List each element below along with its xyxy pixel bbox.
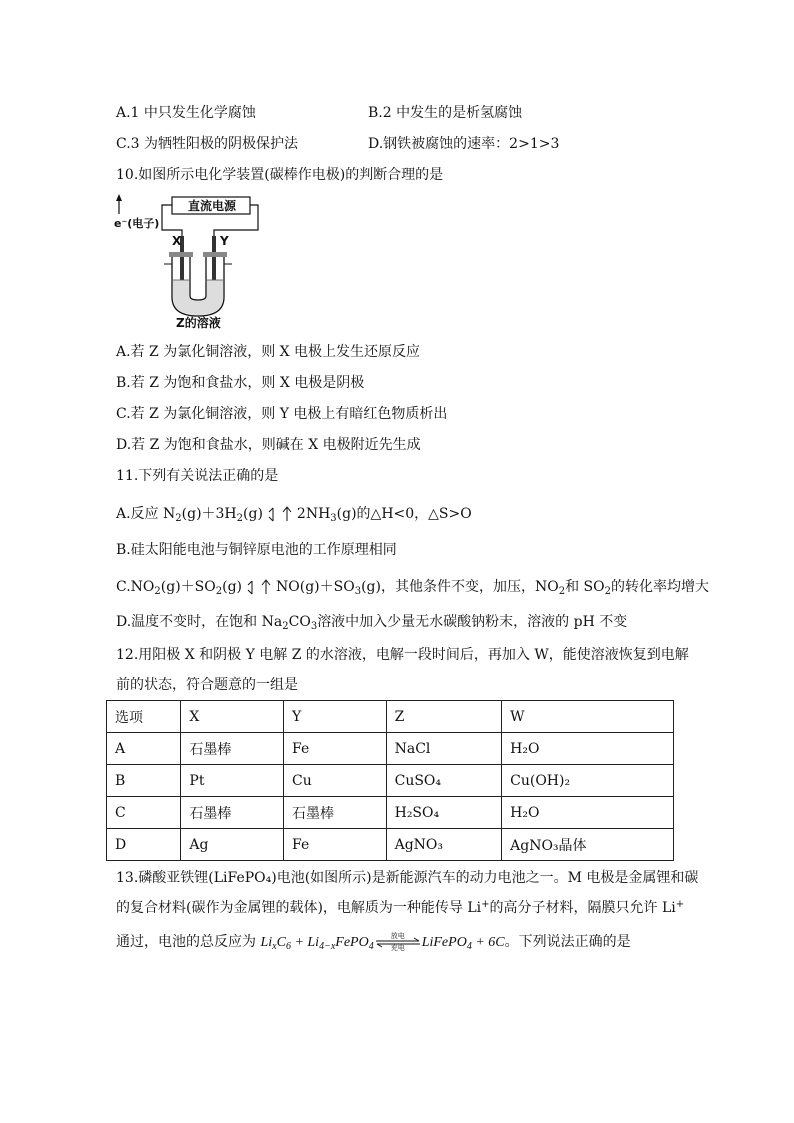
q10-option-b: B.若 Z 为饱和食盐水，则 X 电极是阴极	[116, 375, 365, 391]
q9-option-a: A.1 中只发生化学腐蚀	[116, 105, 256, 121]
table-header-cell: W	[502, 701, 674, 733]
table-cell: Ag	[181, 829, 284, 861]
q13-line2: 的复合材料(碳作为金属锂的载体)，电解质为一种能传导 Li+的高分子材料，隔膜只允许 Li+	[116, 899, 685, 916]
table-cell: 石墨棒	[284, 797, 387, 829]
table-cell: NaCl	[386, 733, 502, 765]
q9-option-c: C.3 为牺牲阳极的阴极保护法	[116, 136, 299, 152]
q11-stem: 11.下列有关说法正确的是	[116, 468, 279, 484]
discharge-charge-arrow: 放电 充电	[374, 932, 422, 952]
q10-option-c: C.若 Z 为氯化铜溶液，则 Y 电极上有暗红色物质析出	[116, 406, 448, 422]
q10-stem: 10.如图所示电化学装置(碳棒作电极)的判断合理的是	[116, 167, 444, 183]
q13-line1: 13.磷酸亚铁锂(LiFePO₄)电池(如图所示)是新能源汽车的动力电池之一。M 电极是金属锂和碳	[116, 870, 699, 886]
table-header-cell: Y	[284, 701, 387, 733]
table-cell: Cu(OH)₂	[502, 765, 674, 797]
q9-option-b: B.2 中发生的是析氢腐蚀	[368, 105, 523, 121]
table-cell: AgNO₃晶体	[502, 829, 674, 861]
power-supply-label: 直流电源	[187, 199, 236, 213]
table-cell: C	[107, 797, 181, 829]
table-cell: Pt	[181, 765, 284, 797]
table-header-row	[107, 701, 674, 733]
table-row	[107, 797, 674, 829]
table-header-cell: Z	[386, 701, 502, 733]
table-cell: Fe	[284, 733, 387, 765]
reversible-arrow-icon	[263, 504, 297, 524]
table-cell: H₂O	[502, 797, 674, 829]
electrode-y-label: Y	[220, 234, 229, 248]
table-cell: Fe	[284, 829, 387, 861]
table-cell: A	[107, 733, 181, 765]
table-row	[107, 765, 674, 797]
equation-left: $Li_xC_6$ + $Li_{4-x}FePO_4$	[260, 935, 374, 952]
table-cell: D	[107, 829, 181, 861]
table-cell: CuSO₄	[386, 765, 502, 797]
table-row	[107, 733, 674, 765]
q12-stem-line2: 前的状态，符合题意的一组是	[116, 677, 298, 693]
solution-label: Z的溶液	[176, 316, 221, 330]
electron-label: e⁻(电子)	[114, 217, 160, 230]
table-header-cell: X	[181, 701, 284, 733]
reversible-arrow-icon	[242, 577, 276, 597]
q11-option-c: $C.NO_2(g)+SO_2(g)$ $NO(g)+SO_3(g)$，其他条件不变，加压，$NO_2$和 $SO_2$的转化率均增大	[116, 579, 709, 597]
q12-options-table	[106, 700, 674, 861]
q11-option-a: A.反应 $N_2(g)+3H_2(g)$ $2NH_3(g)$的△H<0，△S>O	[116, 506, 472, 524]
equation-right: LiFePO$_4$ + 6C	[421, 935, 505, 952]
table-row	[107, 829, 674, 861]
q12-stem-line1: 12.用阳极 X 和阴极 Y 电解 Z 的水溶液，电解一段时间后，再加入 W，能使溶液恢复到电解	[116, 647, 689, 663]
table-cell: 石墨棒	[181, 733, 284, 765]
q11-option-b: B.硅太阳能电池与铜锌原电池的工作原理相同	[116, 542, 397, 558]
q10-option-d: D.若 Z 为饱和食盐水，则碱在 X 电极附近先生成	[116, 437, 421, 453]
table-cell: 石墨棒	[181, 797, 284, 829]
q10-option-a: A.若 Z 为氯化铜溶液，则 X 电极上发生还原反应	[116, 344, 421, 360]
table-cell: AgNO₃	[386, 829, 502, 861]
table-cell: Cu	[284, 765, 387, 797]
table-cell: B	[107, 765, 181, 797]
q13-line3: 通过，电池的总反应为 $Li_xC_6$ + $Li_{4-x}FePO_4$ 放电 充电 LiFePO$_4$ + 6C。下列说法正确的是	[116, 932, 631, 952]
table-cell: H₂SO₄	[386, 797, 502, 829]
table-header-cell: 选项	[107, 701, 181, 733]
electrode-x-label: X	[172, 234, 182, 248]
q10-electrolysis-figure	[114, 192, 274, 332]
table-cell: H₂O	[502, 733, 674, 765]
q9-option-d: D.钢铁被腐蚀的速率：2>1>3	[368, 136, 560, 152]
q11-option-d: D.温度不变时，在饱和 $Na_2CO_3$溶液中加入少量无水碳酸钠粉末，溶液的 pH 不变	[116, 614, 628, 632]
